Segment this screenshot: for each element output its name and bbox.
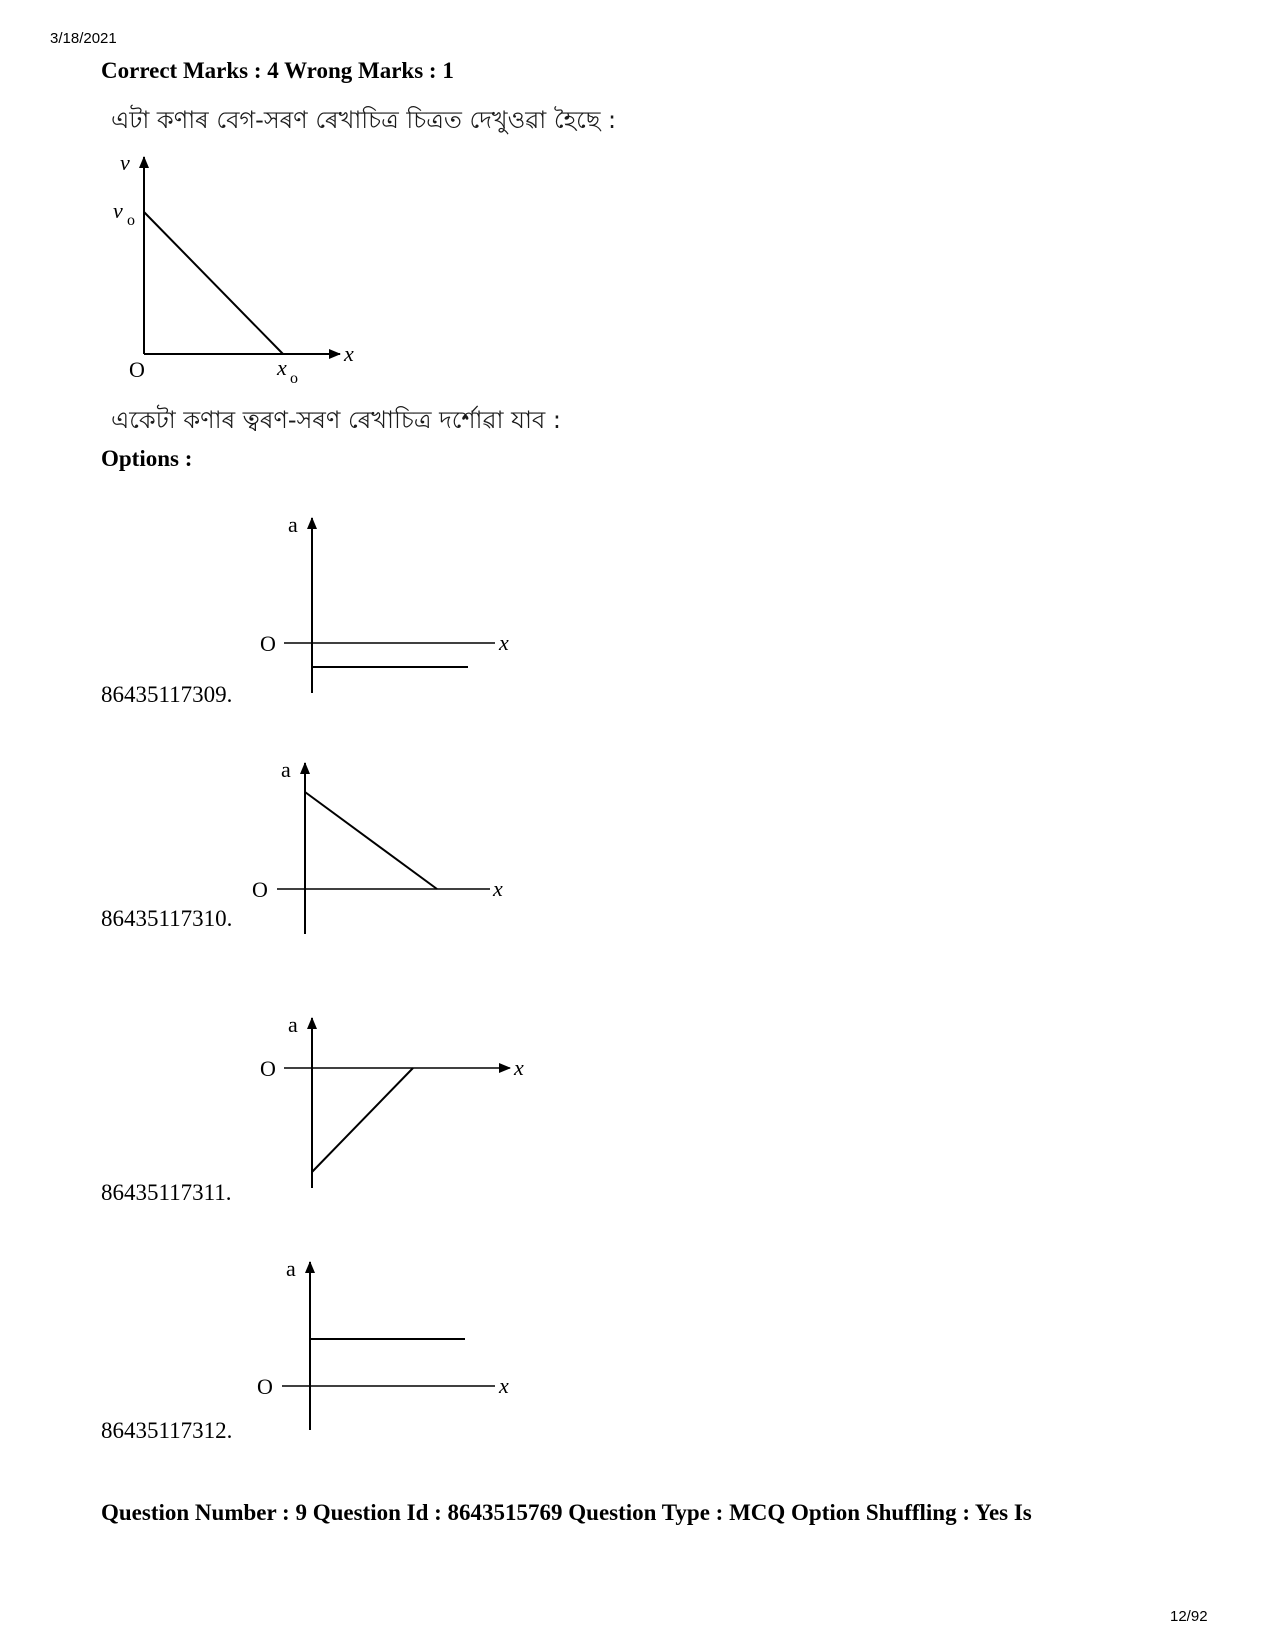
option-2-graph — [252, 757, 503, 934]
option-4-graph — [257, 1256, 509, 1430]
a-axis-label: a — [288, 512, 298, 537]
v0-label: v — [113, 198, 123, 223]
option-4-id: 86435117312. — [101, 1418, 233, 1443]
question-text-line-1: এটা কণাৰ বেগ-সৰণ ৰেখাচিত্ৰ চিত্ৰত দেখুওৱা হৈছে : — [111, 106, 617, 134]
option-2-id: 86435117310. — [101, 906, 233, 931]
x-axis-label: x — [499, 1373, 509, 1398]
velocity-line — [144, 212, 283, 354]
option-1-id: 86435117309. — [101, 682, 233, 707]
x-axis-label: x — [499, 630, 509, 655]
page-number: 12/92 — [1170, 1608, 1208, 1625]
origin-label: O — [260, 1056, 276, 1081]
origin-label: O — [129, 357, 145, 382]
v0-subscript: o — [127, 212, 135, 229]
x-axis-label: x — [344, 341, 354, 366]
origin-label: O — [257, 1374, 273, 1399]
x-axis-label: x — [514, 1055, 524, 1080]
a-axis-label: a — [286, 1256, 296, 1281]
a-axis-label: a — [281, 757, 291, 782]
origin-label: O — [260, 631, 276, 656]
x-axis-label: x — [493, 876, 503, 901]
options-heading: Options : — [101, 446, 193, 471]
next-question-header: Question Number : 9 Question Id : 8643515769 Question Type : MCQ Option Shuffling : Yes Is — [101, 1500, 1032, 1525]
option-3-id: 86435117311. — [101, 1180, 232, 1205]
option-3-graph — [260, 1012, 524, 1188]
question-text-line-2: একেটা কণাৰ ত্বৰণ-সৰণ ৰেখাচিত্ৰ দৰ্শোৱা যাব : — [111, 406, 561, 434]
acceleration-line — [305, 792, 437, 889]
a-axis-label: a — [288, 1012, 298, 1037]
origin-label: O — [252, 877, 268, 902]
v-axis-label: v — [120, 150, 130, 175]
print-date: 3/18/2021 — [50, 30, 117, 47]
x0-subscript: o — [290, 370, 298, 387]
acceleration-line — [312, 1068, 413, 1172]
marks-line: Correct Marks : 4 Wrong Marks : 1 — [101, 58, 454, 83]
option-1-graph — [260, 512, 509, 693]
velocity-displacement-graph — [113, 150, 354, 387]
x0-label: x — [277, 355, 287, 380]
